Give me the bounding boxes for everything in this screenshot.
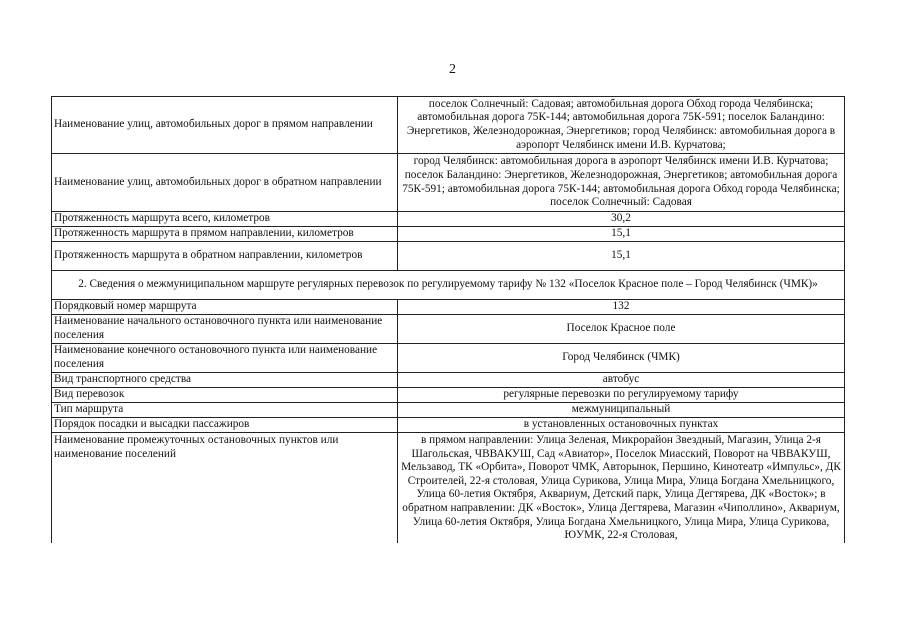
table-row (52, 433, 845, 543)
table-row (52, 344, 845, 373)
row-value: 30,2 (398, 212, 845, 227)
row-label: Тип маршрута (52, 403, 398, 418)
row-value: 132 (398, 300, 845, 315)
table-row (52, 373, 845, 388)
row-label: Наименование улиц, автомобильных дорог в прямом направлении (52, 97, 398, 154)
table-row (52, 242, 845, 271)
row-label: Наименование улиц, автомобильных дорог в обратном направлении (52, 154, 398, 212)
table-row (52, 315, 845, 344)
row-label: Вид перевозок (52, 388, 398, 403)
table-row (52, 403, 845, 418)
row-value: регулярные перевозки по регулируемому тарифу (398, 388, 845, 403)
row-label: Порядок посадки и высадки пассажиров (52, 418, 398, 433)
table-row (52, 388, 845, 403)
page-number: 2 (449, 62, 456, 77)
row-value: поселок Солнечный: Садовая; автомобильная дорога Обход города Челябинска; автомобильная дорога 75К-144; автомобильная дорога 75К-591; поселок Баландино: Энергетиков, Железнодорожная, Энергетиков; город Челябинск: автомобильная дорога в аэропорт Челябинск имени И.В. Курчатова; (398, 97, 845, 154)
row-label: Порядковый номер маршрута (52, 300, 398, 315)
section-heading: 2. Сведения о межмуниципальном маршруте регулярных перевозок по регулируемому тарифу № 132 «Поселок Красное поле – Город Челябинск (ЧМК)» (52, 271, 845, 300)
row-value: межмуниципальный (398, 403, 845, 418)
row-value: Поселок Красное поле (398, 315, 845, 344)
row-label: Протяженность маршрута всего, километров (52, 212, 398, 227)
row-value: город Челябинск: автомобильная дорога в аэропорт Челябинск имени И.В. Курчатова; поселок Баландино: Энергетиков, Железнодорожная, Энергетиков; автомобильная дорога 75К-591; автомобильная дорога 75К-144; автомобильная дорога Обход города Челябинска; поселок Солнечный: Садовая (398, 154, 845, 212)
row-value: 15,1 (398, 227, 845, 242)
row-label: Протяженность маршрута в обратном направлении, километров (52, 242, 398, 271)
row-label: Вид транспортного средства (52, 373, 398, 388)
row-value: 15,1 (398, 242, 845, 271)
table-row (52, 227, 845, 242)
row-label: Наименование конечного остановочного пункта или наименование поселения (52, 344, 398, 373)
table-row (52, 97, 845, 154)
row-value: в установленных остановочных пунктах (398, 418, 845, 433)
row-value: Город Челябинск (ЧМК) (398, 344, 845, 373)
table-row (52, 154, 845, 212)
row-label: Наименование промежуточных остановочных пунктов или наименование поселений (52, 433, 398, 543)
row-label: Наименование начального остановочного пункта или наименование поселения (52, 315, 398, 344)
table-row (52, 418, 845, 433)
section-heading-row (52, 271, 845, 300)
row-label: Протяженность маршрута в прямом направлении, километров (52, 227, 398, 242)
row-value: в прямом направлении: Улица Зеленая, Микрорайон Звездный, Магазин, Улица 2-я Шагольская, ЧВВАКУШ, Сад «Авиатор», Поселок Миасский, Поворот на ЧВВАКУШ, Мельзавод, ТК «Орбита», Поворот ЧМК, Авторынок, Першино, Кинотеатр «Импульс», ДК Строителей, 22-я столовая, Улица Сурикова, Улица Мира, Улица Богдана Хмельницкого, Улица 60-летия Октября, Аквариум, Детский парк, Улица Дегтярева, ДК «Восток»; в обратном направлении: ДК «Восток», Улица Дегтярева, Магазин «Чиполлино», Аквариум, Улица 60-летия Октября, Улица Богдана Хмельницкого, Улица Мира, Улица Сурикова, ЮУМК, 22-я Столовая, (398, 433, 845, 543)
row-value: автобус (398, 373, 845, 388)
route-info-table (51, 96, 845, 543)
table-row (52, 300, 845, 315)
table-row (52, 212, 845, 227)
